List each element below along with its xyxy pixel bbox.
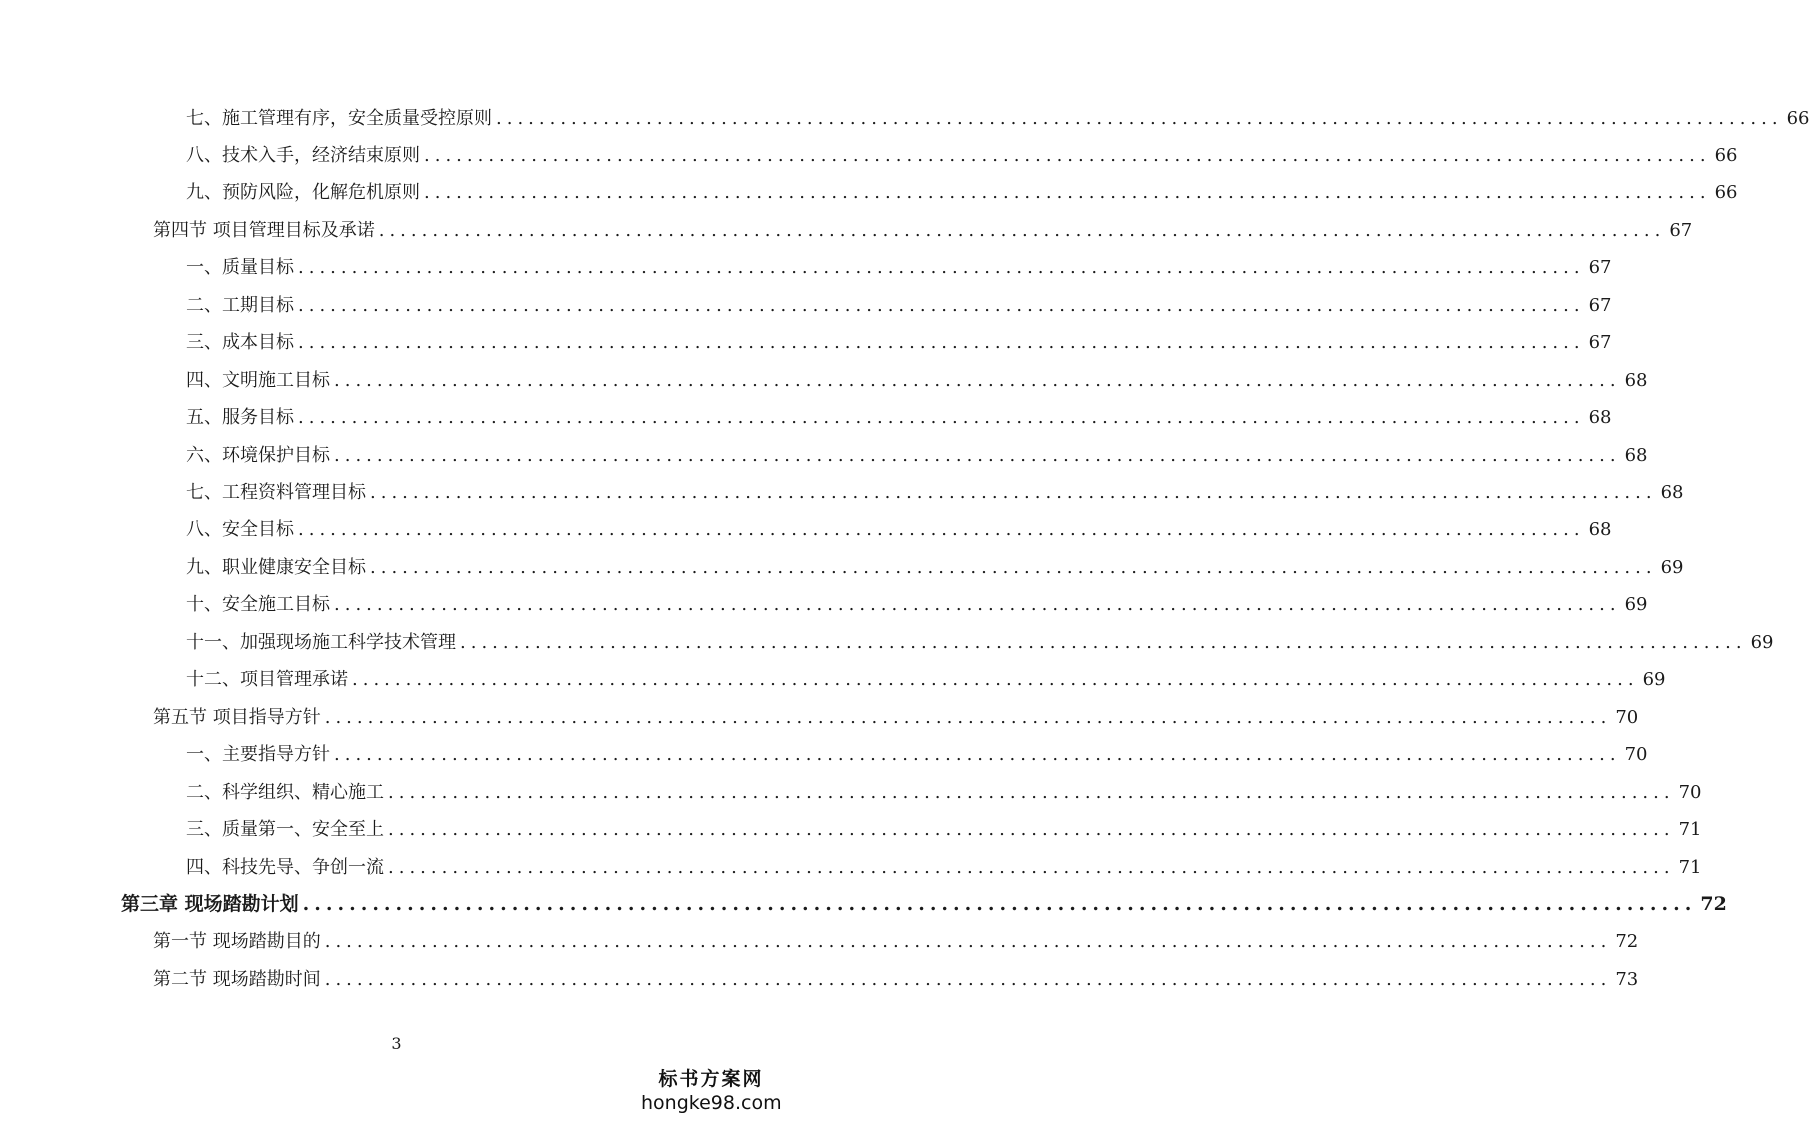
- toc-entry[interactable]: [0, 587, 1648, 624]
- toc-leader-dots: ........................................................................................................................: [370, 556, 1657, 578]
- toc-entry-label: 十二、项目管理承诺: [186, 669, 348, 691]
- toc-leader-dots: ........................................................................................................................: [424, 182, 1711, 204]
- toc-entry[interactable]: [0, 624, 1774, 661]
- toc-entry-label: 第一节 现场踏勘目的: [153, 931, 321, 953]
- toc-leader-dots: ........................................................................................................................: [352, 669, 1639, 691]
- toc-entry-page: 70: [1624, 744, 1648, 766]
- toc-entry-page: 68: [1588, 407, 1612, 429]
- toc-entry-page: 70: [1678, 781, 1702, 803]
- toc-entry-page: 71: [1678, 819, 1702, 841]
- toc-entry-page: 69: [1660, 556, 1684, 578]
- toc-entry-label: 三、成本目标: [186, 332, 294, 354]
- toc-leader-dots: ........................................................................................................................: [334, 594, 1621, 616]
- toc-entry-page: 72: [1700, 893, 1727, 916]
- toc-entry-page: 68: [1624, 444, 1648, 466]
- toc-entry-label: 五、服务目标: [186, 407, 294, 429]
- toc-entry-label: 第三章 现场踏勘计划: [121, 893, 299, 916]
- toc-entry[interactable]: [0, 175, 1738, 212]
- toc-entry-label: 九、预防风险，化解危机原则: [186, 182, 420, 204]
- toc-leader-dots: ........................................................................................................................: [324, 931, 1612, 953]
- toc-leader-dots: ........................................................................................................................: [370, 482, 1657, 503]
- toc-entry-label: 第四节 项目管理目标及承诺: [153, 219, 375, 241]
- toc-leader-dots: ........................................................................................................................: [334, 744, 1621, 766]
- toc-leader-dots: ........................................................................................................................: [334, 369, 1621, 391]
- toc-entry[interactable]: [0, 961, 1639, 998]
- toc-leader-dots: ........................................................................................................................: [302, 893, 1697, 916]
- toc-entry-label: 二、工期目标: [186, 294, 294, 316]
- toc-entry-page: 67: [1588, 257, 1612, 279]
- toc-entry[interactable]: [0, 362, 1648, 399]
- toc-entry[interactable]: [0, 250, 1612, 287]
- toc-entry-label: 三、质量第一、安全至上: [186, 819, 384, 841]
- page-number: 3: [391, 1034, 402, 1053]
- watermark-logo: [641, 1064, 781, 1114]
- toc-entry-label: 九、职业健康安全目标: [186, 556, 366, 578]
- toc-entry[interactable]: [0, 437, 1648, 474]
- toc-entry-label: 八、安全目标: [186, 519, 294, 541]
- toc-entry-page: 69: [1750, 631, 1774, 653]
- toc-entry[interactable]: [0, 137, 1738, 174]
- toc-entry[interactable]: [0, 212, 1693, 249]
- toc-entry-page: 67: [1588, 332, 1612, 354]
- toc-entry-label: 八、技术入手，经济结束原则: [186, 144, 420, 166]
- toc-entry-page: 72: [1615, 931, 1639, 953]
- toc-leader-dots: ........................................................................................................................: [388, 819, 1675, 841]
- toc-leader-dots: ........................................................................................................................: [298, 294, 1585, 316]
- toc-entry-page: 69: [1642, 669, 1666, 691]
- toc-entry-label: 十一、加强现场施工科学技术管理: [186, 631, 456, 653]
- toc-entry-page: 68: [1660, 482, 1684, 503]
- toc-entry-label: 七、工程资料管理目标: [186, 482, 366, 503]
- toc-entry-label: 第五节 项目指导方针: [153, 706, 321, 728]
- toc-entry[interactable]: [0, 475, 1684, 512]
- toc-entry-label: 四、科技先导、争创一流: [186, 856, 384, 878]
- toc-entry[interactable]: [0, 849, 1702, 886]
- toc-entry-page: 69: [1624, 594, 1648, 616]
- toc-leader-dots: ........................................................................................................................: [298, 332, 1585, 354]
- toc-entry-page: 66: [1714, 182, 1738, 204]
- toc-entry[interactable]: [0, 400, 1612, 437]
- toc-leader-dots: ........................................................................................................................: [496, 107, 1783, 129]
- toc-entry-label: 十、安全施工目标: [186, 594, 330, 616]
- toc-entry[interactable]: [0, 924, 1639, 961]
- toc-entry-label: 一、质量目标: [186, 257, 294, 279]
- toc-entry-label: 一、主要指导方针: [186, 744, 330, 766]
- toc-entry[interactable]: [0, 737, 1648, 774]
- toc-leader-dots: ........................................................................................................................: [388, 781, 1675, 803]
- toc-entry[interactable]: [0, 287, 1612, 324]
- toc-leader-dots: ........................................................................................................................: [298, 407, 1585, 429]
- watermark-title: 标书方案网: [658, 1068, 764, 1090]
- toc-entry-page: 66: [1714, 144, 1738, 166]
- toc-entry-page: 70: [1615, 706, 1639, 728]
- watermark-url: hongke98.com: [641, 1092, 782, 1114]
- toc-entry-page: 73: [1615, 968, 1639, 990]
- toc-entry[interactable]: [0, 886, 1727, 923]
- toc-entry-page: 71: [1678, 856, 1702, 878]
- toc-entry-label: 四、文明施工目标: [186, 369, 330, 391]
- toc-entry-page: 68: [1588, 519, 1612, 541]
- toc-entry[interactable]: [0, 100, 1810, 137]
- toc-leader-dots: ........................................................................................................................: [324, 706, 1612, 728]
- toc-leader-dots: ........................................................................................................................: [378, 219, 1666, 241]
- toc-entry-page: 67: [1669, 219, 1693, 241]
- toc-entry[interactable]: [0, 699, 1639, 736]
- toc-entry[interactable]: [0, 325, 1612, 362]
- toc-entry-page: 67: [1588, 294, 1612, 316]
- toc-leader-dots: ........................................................................................................................: [298, 257, 1585, 279]
- toc-entry[interactable]: [0, 662, 1666, 699]
- toc-entry[interactable]: [0, 549, 1684, 586]
- toc-leader-dots: ........................................................................................................................: [324, 968, 1612, 990]
- toc-entry-page: 66: [1786, 107, 1810, 129]
- toc-leader-dots: ........................................................................................................................: [460, 631, 1747, 653]
- toc-entry-label: 六、环境保护目标: [186, 444, 330, 466]
- toc-entry-label: 七、施工管理有序，安全质量受控原则: [186, 107, 492, 129]
- toc-leader-dots: ........................................................................................................................: [298, 519, 1585, 541]
- toc-entry-label: 第二节 现场踏勘时间: [153, 968, 321, 990]
- toc-leader-dots: ........................................................................................................................: [424, 144, 1711, 166]
- toc-leader-dots: ........................................................................................................................: [388, 856, 1675, 878]
- toc-entry[interactable]: [0, 812, 1702, 849]
- toc-entry-page: 68: [1624, 369, 1648, 391]
- toc-leader-dots: ........................................................................................................................: [334, 444, 1621, 466]
- toc-entry-label: 二、科学组织、精心施工: [186, 781, 384, 803]
- toc-entry[interactable]: [0, 774, 1702, 811]
- toc-entry[interactable]: [0, 512, 1612, 549]
